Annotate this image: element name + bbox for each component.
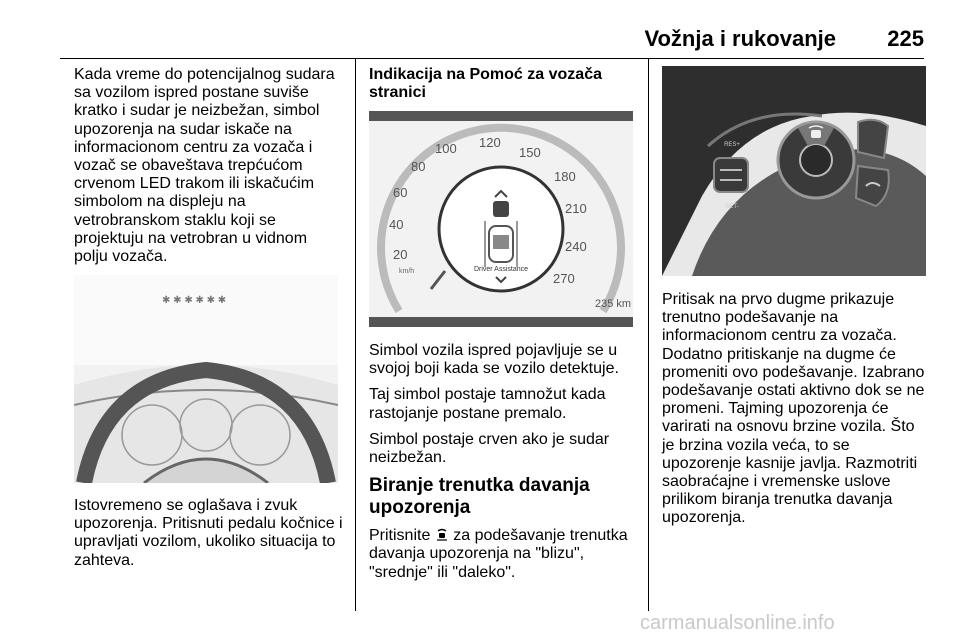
col2-paragraph-2: Taj simbol postaje tamnožut kada rastojanje postane premalo. bbox=[369, 386, 606, 422]
page-header bbox=[60, 22, 924, 56]
col2-paragraph-4-start: Pritisnite bbox=[369, 527, 431, 545]
driver-assistance-label: Driver Assistance bbox=[473, 266, 529, 273]
col2-paragraph-4 bbox=[369, 527, 635, 582]
tick-180: 180 bbox=[554, 169, 576, 184]
column-2 bbox=[369, 66, 635, 110]
column-divider-1 bbox=[355, 58, 356, 611]
col2-paragraph-3: Simbol postaje crven ako je sudar neizbežan. bbox=[369, 430, 610, 467]
column-3 bbox=[662, 291, 928, 536]
col3-paragraph-1: Pritisak na prvo dugme prikazuje trenutno podešavanje na informacionom centru za vozača. Dodatno pritiskanje na dugme će promeniti ovo podešavanje. Izabrano podešavanje ostati aktivno dok se ne promeni. Tajming upozorenja će varirati na osnovu brzine vozila. Što je brzina vozila veća, to se upozorenje kasnije javlja. Razmotriti saobraćajne i vremenske uslove prilikom biranja trenutka davanja upozorenja. bbox=[662, 291, 925, 527]
col1-paragraph-2: Istovremeno se oglašava i zvuk upozorenja. Pritisnuti pedalu kočnice i upravljati vozilom, ukoliko situacija to zahteva. bbox=[74, 497, 343, 569]
set-minus-label: SET- bbox=[725, 204, 739, 210]
tick-120: 120 bbox=[479, 135, 501, 150]
tick-240: 240 bbox=[565, 239, 587, 254]
tick-150: 150 bbox=[519, 145, 541, 160]
hud-warning-marks bbox=[162, 295, 226, 306]
col1-paragraph-1: Kada vreme do potencijalnog sudara sa vozilom ispred postane suviše kratko i sudar je neizbežan, simbol upozorenja na sudar iskače na informacionom centru za vozača i vozač se obaveštava trepćućom crvenom LED trakom ili iskačućim simbolom na displeju na vetrobranskom staklu koji se projektuju na vetrobran u vidnom polju vozača. bbox=[74, 66, 335, 266]
svg-text:✱ ✱ ✱ ✱ ✱ ✱: ✱ ✱ ✱ ✱ ✱ ✱ bbox=[162, 295, 227, 306]
steering-wheel-buttons-illustration bbox=[662, 66, 926, 276]
column-2-lower bbox=[369, 342, 635, 590]
instrument-cluster-illustration bbox=[369, 111, 633, 327]
tick-40: 40 bbox=[389, 217, 404, 232]
tick-270: 270 bbox=[553, 271, 575, 286]
watermark: carmanualsonline.info bbox=[640, 612, 835, 634]
column-1 bbox=[74, 66, 344, 274]
res-plus-label: RES+ bbox=[724, 142, 740, 148]
tick-20: 20 bbox=[393, 247, 408, 262]
tick-60: 60 bbox=[393, 185, 408, 200]
col2-subheading: Indikacija na Pomoć za vozača stranici bbox=[369, 66, 602, 102]
tick-80: 80 bbox=[411, 159, 426, 174]
col2-paragraph-1: Simbol vozila ispred pojavljuje se u svojoj boji kada se vozilo detektuje. bbox=[369, 342, 619, 378]
collision-alert-icon bbox=[435, 527, 449, 541]
tick-210: 210 bbox=[565, 201, 587, 216]
chapter-title: Vožnja i rukovanje bbox=[644, 26, 836, 51]
page-number: 225 bbox=[887, 26, 924, 51]
windshield-dashboard-illustration bbox=[74, 275, 338, 483]
header-rule bbox=[60, 58, 924, 59]
tick-100: 100 bbox=[435, 141, 457, 156]
col2-paragraph-4-end: za podešavanje trenutka davanja upozorenja na "blizu", "srednje" ili "daleko". bbox=[369, 527, 628, 581]
column-divider-2 bbox=[648, 58, 649, 611]
col2-section-heading: Biranje trenutka davanja upozorenja bbox=[369, 475, 590, 519]
odometer-readout: 235 km bbox=[595, 298, 632, 310]
control-wheel bbox=[778, 122, 854, 198]
column-1-lower bbox=[74, 497, 344, 578]
speed-unit: km/h bbox=[399, 268, 415, 275]
